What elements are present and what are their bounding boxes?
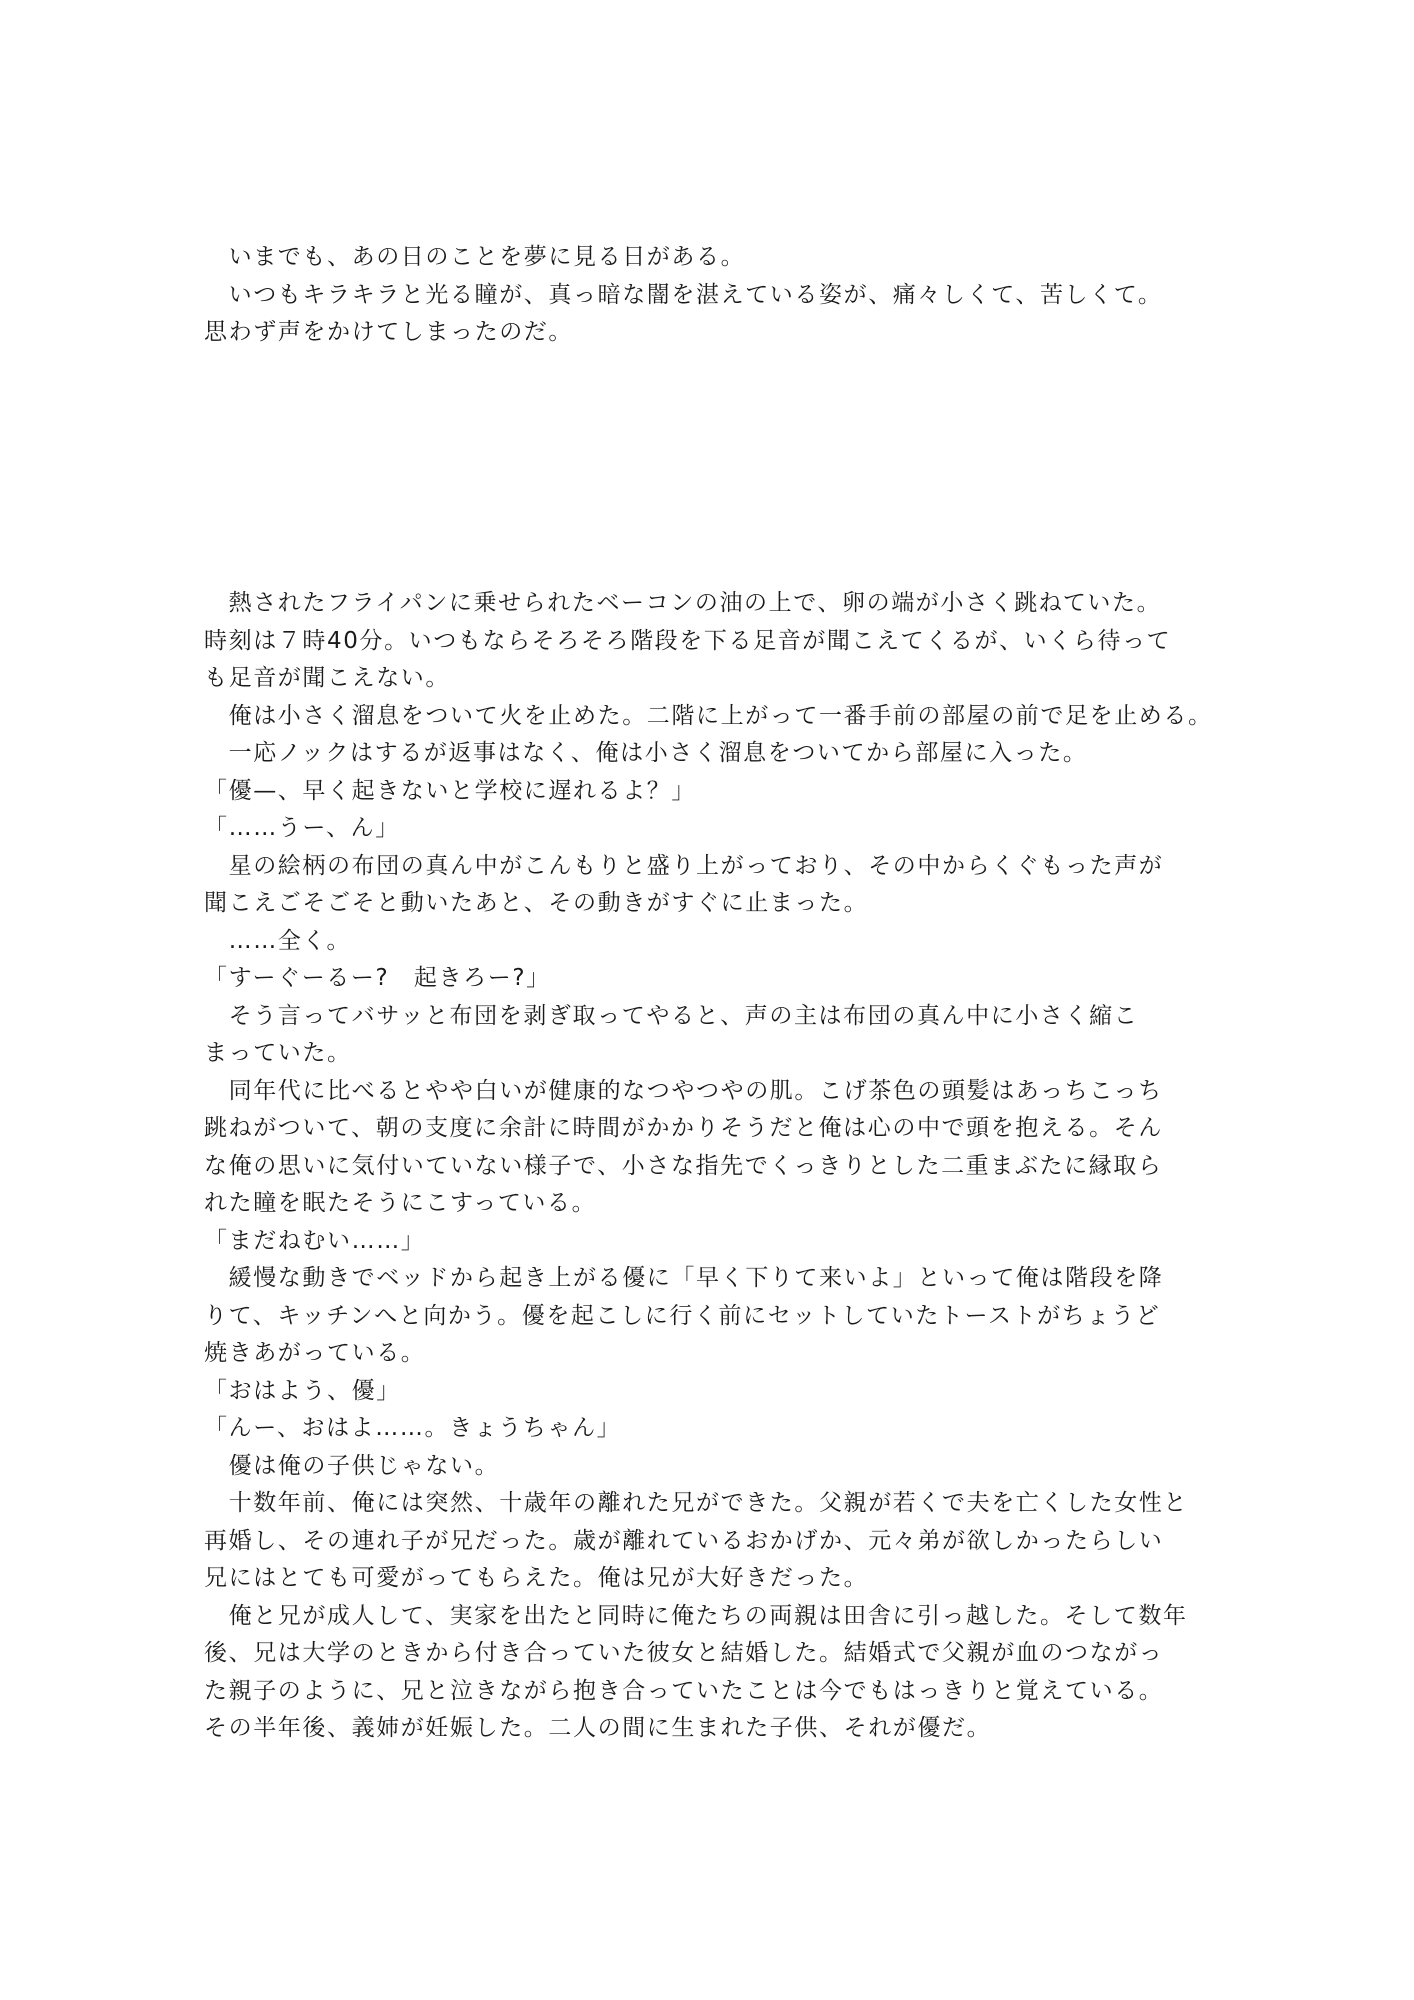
paragraph: 同年代に比べるとやや白いが健康的なつやつやの肌。こげ茶色の頭髪はあっちこっち 跳ねがついて、朝の支度に余計に時間がかかりそうだと俺は心の中で頭を抱える。そん な俺の思いに気付いていない様子で、小さな指先でくっきりとした二重まぶたに縁取ら れた瞳を眠たそうにこすっている。 [204, 1077, 1163, 1216]
paragraph: いまでも、あの日のことを夢に見る日がある。 [204, 244, 746, 270]
paragraph: 優は俺の子供じゃない。 [204, 1452, 500, 1479]
paragraph: そう言ってバサッと布団を剥ぎ取ってやると、声の主は布団の真ん中に小さく縮こ まっていた。 [204, 1002, 1139, 1066]
paragraph: 熱されたフライパンに乗せられたベーコンの油の上で、卵の端が小さく跳ねていた。 時刻は７時40分。いつもならそろそろ階段を下る足音が聞こえてくるが、いくら待って も足音が聞こえない。 [204, 590, 1172, 691]
dialogue-line: 「おはよう、優」 [204, 1377, 401, 1404]
paragraph: いつもキラキラと光る瞳が、真っ暗な闇を湛えている姿が、痛々しくて、苦しくて。 思わず声をかけてしまったのだ。 [204, 281, 1163, 345]
paragraph: 俺と兄が成人して、実家を出たと同時に俺たちの両親は田舎に引っ越した。そして数年 後、兄は大学のときから付き合っていた彼女と結婚した。結婚式で父親が血のつながっ た親子のように、兄と泣きながら抱き合っていたことは今でもはっきりと覚えている。 その半年後、義姉が妊娠した。二人の間に生まれた子供、それが優だ。 [204, 1602, 1188, 1741]
paragraph: 十数年前、俺には突然、十歳年の離れた兄ができた。父親が若くで夫を亡くした女性と 再婚し、その連れ子が兄だった。歳が離れているおかげか、元々弟が欲しかったらしい 兄にはとても可愛がってもらえた。俺は兄が大好きだった。 [204, 1490, 1188, 1591]
paragraph: 一応ノックはするが返事はなく、俺は小さく溜息をついてから部屋に入った。 [204, 740, 1088, 766]
main-section [204, 585, 1214, 1748]
paragraph: 星の絵柄の布団の真ん中がこんもりと盛り上がっており、その中からくぐもった声が 聞こえごそごそと動いたあと、その動きがすぐに止まった。 [204, 852, 1164, 916]
dialogue-line: 「んー、おはよ……。きょうちゃん」 [204, 1415, 622, 1441]
paragraph: ……全く。 [204, 927, 352, 954]
dialogue-line: 「……うー、ん」 [204, 815, 400, 841]
paragraph: 俺は小さく溜息をついて火を止めた。二階に上がって一番手前の部屋の前で足を止める。 [204, 702, 1213, 729]
dialogue-line: 「優—、早く起きないと学校に遅れるよ？」 [204, 777, 696, 804]
dialogue-line: 「すーぐーるー? 起きろー?」 [204, 965, 551, 991]
paragraph: 緩慢な動きでベッドから起き上がる優に「早く下りて来いよ」といって俺は階段を降 りて、キッチンへと向かう。優を起こしに行く前にセットしていたトーストがちょうど 焼きあがっている。 [204, 1265, 1164, 1366]
intro-section [204, 239, 1214, 352]
dialogue-line: 「まだねむい……」 [204, 1227, 426, 1254]
